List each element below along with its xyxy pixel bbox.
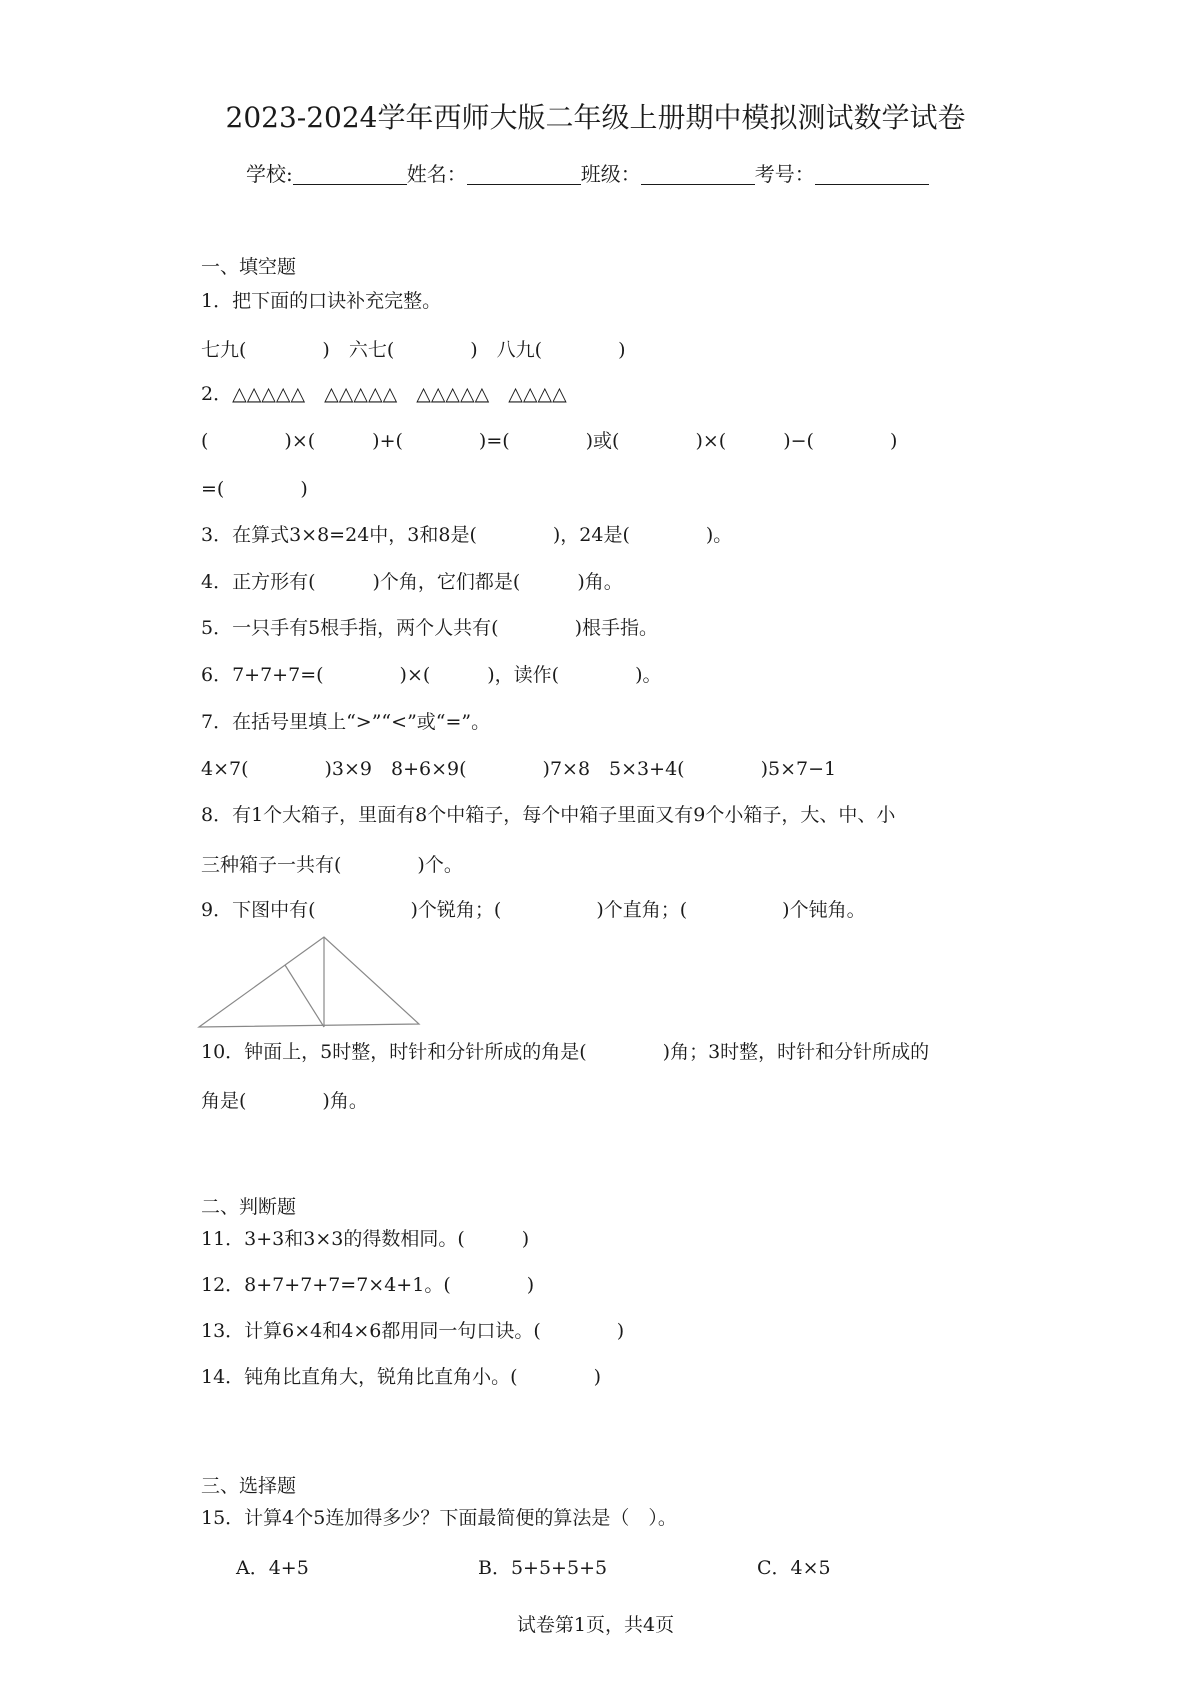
school-label: 学校: — [246, 162, 293, 186]
question-7-items: 4×7( )3×9 8+6×9( )7×8 5×3+4( )5×7−1 — [201, 758, 837, 780]
class-blank[interactable] — [641, 164, 755, 185]
question-5: 5．一只手有5根手指，两个人共有( )根手指。 — [201, 617, 659, 639]
name-label: 姓名： — [406, 162, 467, 186]
triangle-figure — [197, 935, 422, 1030]
option-a[interactable]: A．4+5 — [236, 1557, 309, 1579]
triangle-inner-line-2 — [285, 965, 324, 1027]
question-10-cont: 角是( )角。 — [201, 1090, 368, 1112]
page-title: 2023-2024学年西师大版二年级上册期中模拟测试数学试卷 — [225, 101, 966, 134]
question-11: 11．3+3和3×3的得数相同。( ) — [201, 1228, 530, 1250]
page-footer: 试卷第1页，共4页 — [516, 1614, 675, 1636]
option-b[interactable]: B．5+5+5+5 — [478, 1557, 608, 1579]
question-7: 7．在括号里填上“>”“<”或“=”。 — [201, 711, 491, 733]
question-2-formula: ( )×( )+( )=( )或( )×( )−( ) — [201, 430, 898, 452]
question-2-result: =( ) — [201, 478, 308, 500]
question-14: 14．钝角比直角大，锐角比直角小。( ) — [201, 1366, 602, 1388]
question-13: 13．计算6×4和4×6都用同一句口诀。( ) — [201, 1320, 625, 1342]
question-8-cont: 三种箱子一共有( )个。 — [201, 854, 463, 876]
question-4: 4．正方形有( )个角，它们都是( )角。 — [201, 571, 623, 593]
section-heading-multiple-choice: 三、选择题 — [201, 1475, 297, 1497]
class-label: 班级： — [580, 162, 641, 186]
question-2: 2．△△△△△ △△△△△ △△△△△ △△△△ — [201, 383, 567, 405]
question-8: 8．有1个大箱子，里面有8个中箱子，每个中箱子里面又有9个小箱子，大、中、小 — [201, 804, 896, 826]
question-3: 3．在算式3×8=24中，3和8是( )，24是( )。 — [201, 524, 733, 546]
question-12: 12．8+7+7+7=7×4+1。( ) — [201, 1274, 535, 1296]
question-15: 15．计算4个5连加得多少？下面最简便的算法是（ ）。 — [201, 1507, 677, 1529]
question-10: 10．钟面上，5时整，时针和分针所成的角是( )角；3时整，时针和分针所成的 — [201, 1041, 930, 1063]
question-1-items: 七九( ) 六七( ) 八九( ) — [201, 339, 626, 361]
question-9: 9．下图中有( )个锐角；( )个直角；( )个钝角。 — [201, 899, 866, 921]
triangle-outline — [199, 937, 419, 1027]
section-heading-true-false: 二、判断题 — [201, 1196, 297, 1218]
exam-no-blank[interactable] — [815, 164, 929, 185]
school-blank[interactable] — [293, 164, 407, 185]
exam-no-label: 考号： — [754, 162, 815, 186]
name-blank[interactable] — [467, 164, 581, 185]
question-6: 6．7+7+7=( )×( )，读作( )。 — [201, 664, 662, 686]
student-info-line — [246, 158, 929, 187]
option-c[interactable]: C．4×5 — [757, 1557, 831, 1579]
question-1: 1．把下面的口诀补充完整。 — [201, 290, 442, 312]
section-heading-fill-blank: 一、填空题 — [201, 256, 297, 278]
